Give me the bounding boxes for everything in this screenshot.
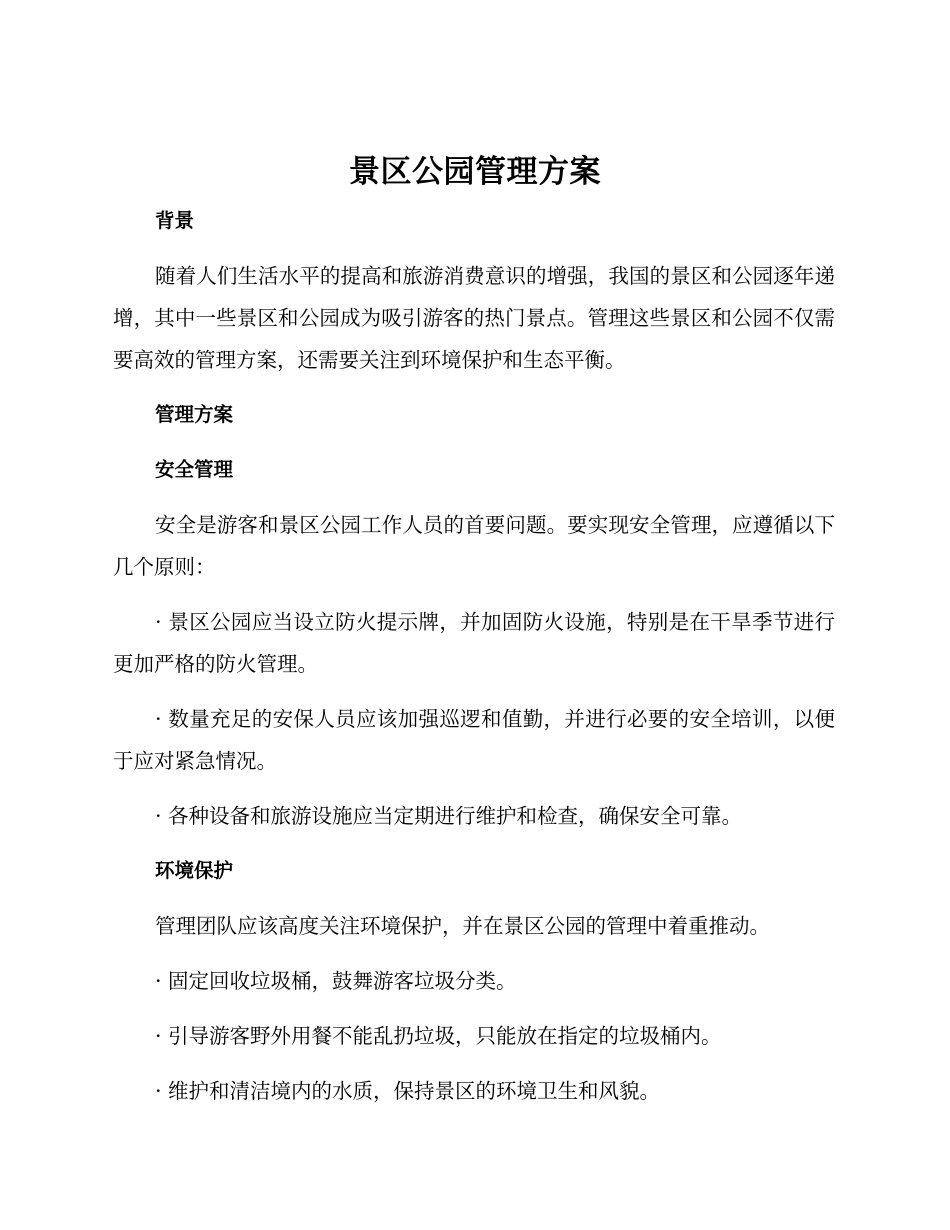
safety-heading: 安全管理 <box>155 458 234 481</box>
plan-heading: 管理方案 <box>155 403 234 426</box>
environment-list-item: · 引导游客野外用餐不能乱扔垃圾，只能放在指定的垃圾桶内。 <box>155 1024 722 1048</box>
environment-heading: 环境保护 <box>155 859 234 882</box>
safety-intro-paragraph: 安全是游客和景区公园工作人员的首要问题。要实现安全管理，应遵循以下几个原则： <box>113 513 835 579</box>
safety-list-item: · 各种设备和旅游设施应当定期进行维护和检查，确保安全可靠。 <box>155 804 743 828</box>
background-paragraph: 随着人们生活水平的提高和旅游消费意识的增强，我国的景区和公园逐年递增，其中一些景区和公园成为吸引游客的热门景点。管理这些景区和公园不仅需要高效的管理方案，还需要关注到环境保护和生态平衡。 <box>113 264 835 372</box>
safety-list-item: · 数量充足的安保人员应该加强巡逻和值勤，并进行必要的安全培训，以便于应对紧急情况。 <box>113 707 835 773</box>
environment-list-item: · 固定回收垃圾桶，鼓舞游客垃圾分类。 <box>155 969 517 993</box>
document-title: 景区公园管理方案 <box>349 154 601 190</box>
environment-list-item: · 维护和清洁境内的水质，保持景区的环境卫生和风貌。 <box>155 1079 661 1103</box>
background-heading: 背景 <box>155 209 195 232</box>
environment-intro-paragraph: 管理团队应该高度关注环境保护，并在景区公园的管理中着重推动。 <box>155 914 770 938</box>
document-body <box>113 200 835 1125</box>
safety-list-item: · 景区公园应当设立防火提示牌，并加固防火设施，特别是在干旱季节进行更加严格的防火管理。 <box>113 610 835 676</box>
